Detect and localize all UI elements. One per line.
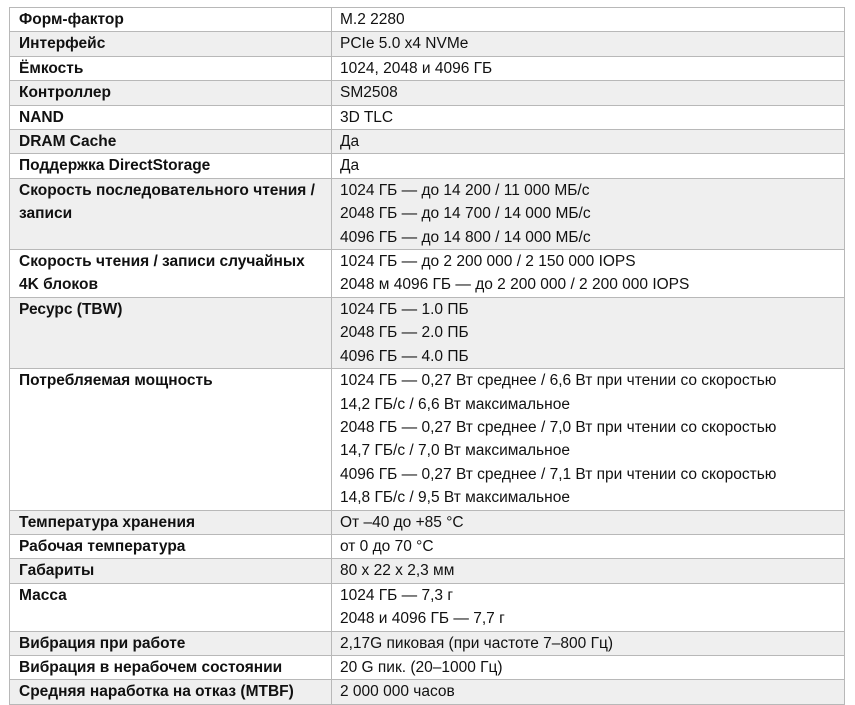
spec-row xyxy=(10,655,845,679)
spec-value: 14,8 ГБ/с / 9,5 Вт максимальное xyxy=(340,489,570,507)
spec-value: 3D TLC xyxy=(340,108,394,126)
spec-value: 2,17G пиковая (при частоте 7–800 Гц) xyxy=(340,634,614,652)
spec-value-cell xyxy=(332,154,845,178)
spec-value-cell xyxy=(332,178,845,249)
spec-row xyxy=(10,56,845,80)
spec-value-cell xyxy=(332,631,845,655)
spec-value: 1024 ГБ — 1.0 ПБ xyxy=(340,300,469,318)
spec-value: От –40 до +85 °С xyxy=(340,513,464,531)
spec-value: 1024 ГБ — 0,27 Вт среднее / 6,6 Вт при чтении со скоростью xyxy=(340,372,777,390)
spec-value: 1024 ГБ — 7,3 г xyxy=(340,586,453,604)
spec-row xyxy=(10,583,845,631)
spec-key: NAND xyxy=(10,105,332,129)
spec-value: SM2508 xyxy=(340,84,398,102)
spec-value-cell xyxy=(332,369,845,510)
spec-key: Форм-фактор xyxy=(10,8,332,32)
spec-value: Да xyxy=(340,157,360,175)
spec-key: Рабочая температура xyxy=(10,534,332,558)
spec-value-cell xyxy=(332,130,845,154)
spec-value: 2 000 000 часов xyxy=(340,683,455,701)
spec-row xyxy=(10,178,845,249)
spec-value: 2048 и 4096 ГБ — 7,7 г xyxy=(340,610,505,628)
spec-value: 2048 ГБ — 2.0 ПБ xyxy=(340,324,469,342)
spec-row xyxy=(10,32,845,56)
spec-key: Средняя наработка на отказ (MTBF) xyxy=(10,680,332,704)
spec-value-cell xyxy=(332,105,845,129)
spec-row xyxy=(10,510,845,534)
spec-value-cell xyxy=(332,510,845,534)
spec-value: 2048 ГБ — 0,27 Вт среднее / 7,0 Вт при чтении со скоростью xyxy=(340,418,777,436)
spec-value-cell xyxy=(332,534,845,558)
spec-value: 20 G пик. (20–1000 Гц) xyxy=(340,658,503,676)
spec-value: 14,7 ГБ/с / 7,0 Вт максимальное xyxy=(340,442,570,460)
spec-value-cell xyxy=(332,297,845,368)
spec-row xyxy=(10,154,845,178)
spec-key: Вибрация в нерабочем состоянии xyxy=(10,655,332,679)
spec-row xyxy=(10,631,845,655)
spec-table-container xyxy=(9,7,845,705)
spec-value: PCIe 5.0 x4 NVMe xyxy=(340,35,469,53)
spec-value-cell xyxy=(332,81,845,105)
spec-key: Габариты xyxy=(10,559,332,583)
spec-value: Да xyxy=(340,133,360,151)
spec-row xyxy=(10,369,845,510)
spec-row xyxy=(10,105,845,129)
spec-key: Температура хранения xyxy=(10,510,332,534)
spec-row xyxy=(10,250,845,298)
spec-row xyxy=(10,297,845,368)
spec-value-cell xyxy=(332,56,845,80)
spec-value: 4096 ГБ — до 14 800 / 14 000 МБ/с xyxy=(340,228,591,246)
spec-value-cell xyxy=(332,32,845,56)
spec-value: 1024 ГБ — до 14 200 / 11 000 МБ/с xyxy=(340,181,590,199)
spec-row xyxy=(10,559,845,583)
spec-value: 4096 ГБ — 4.0 ПБ xyxy=(340,347,469,365)
spec-key: Вибрация при работе xyxy=(10,631,332,655)
spec-key: Ёмкость xyxy=(10,56,332,80)
spec-key: Скорость последовательного чтения / записи xyxy=(10,178,332,249)
spec-value: от 0 до 70 °С xyxy=(340,537,434,555)
spec-value: 80 x 22 x 2,3 мм xyxy=(340,562,455,580)
spec-value: 4096 ГБ — 0,27 Вт среднее / 7,1 Вт при чтении со скоростью xyxy=(340,465,777,483)
spec-value: M.2 2280 xyxy=(340,11,405,28)
spec-key: Интерфейс xyxy=(10,32,332,56)
spec-key: Поддержка DirectStorage xyxy=(10,154,332,178)
spec-key: Контроллер xyxy=(10,81,332,105)
spec-value-cell xyxy=(332,680,845,704)
spec-value: 1024, 2048 и 4096 ГБ xyxy=(340,59,493,77)
spec-table xyxy=(9,7,845,705)
spec-row xyxy=(10,680,845,704)
spec-value: 2048 м 4096 ГБ — до 2 200 000 / 2 200 000 IOPS xyxy=(340,276,690,294)
spec-value-cell xyxy=(332,250,845,298)
spec-value-cell xyxy=(332,8,845,32)
spec-row xyxy=(10,534,845,558)
spec-value: 2048 ГБ — до 14 700 / 14 000 МБ/с xyxy=(340,205,591,223)
spec-value: 1024 ГБ — до 2 200 000 / 2 150 000 IOPS xyxy=(340,253,636,271)
spec-key: Ресурс (TBW) xyxy=(10,297,332,368)
spec-row xyxy=(10,130,845,154)
spec-value: 14,2 ГБ/с / 6,6 Вт максимальное xyxy=(340,395,570,413)
spec-key: Скорость чтения / записи случайных 4K блоков xyxy=(10,250,332,298)
spec-value-cell xyxy=(332,559,845,583)
spec-row xyxy=(10,8,845,32)
spec-value-cell xyxy=(332,583,845,631)
spec-key: Масса xyxy=(10,583,332,631)
spec-value-cell xyxy=(332,655,845,679)
spec-row xyxy=(10,81,845,105)
spec-table-body xyxy=(10,8,845,705)
spec-key: Потребляемая мощность xyxy=(10,369,332,510)
spec-key: DRAM Cache xyxy=(10,130,332,154)
